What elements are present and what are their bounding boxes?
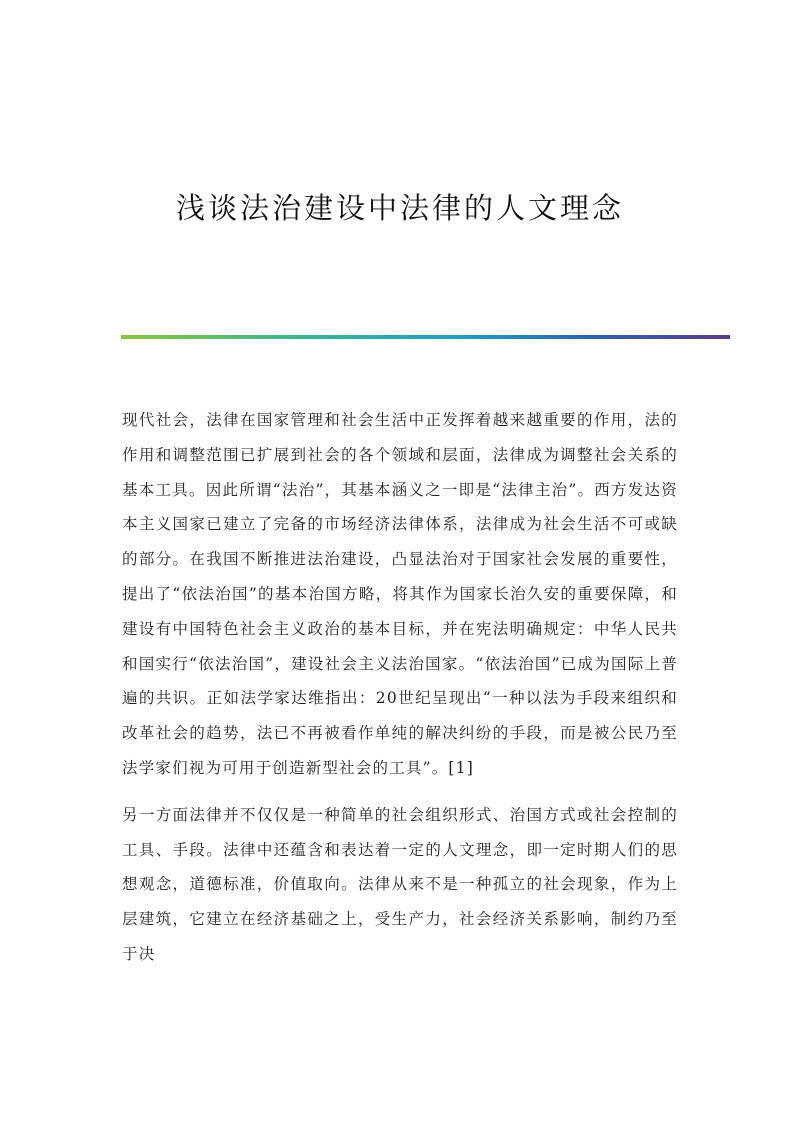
document-body [122, 403, 678, 972]
paragraph-2: 另一方面法律并不仅仅是一种简单的社会组织形式、治国方式或社会控制的工具、手段。法律中还蕴含和表达着一定的人文理念，即一定时期人们的思想观念，道德标准，价值取向。法律从来不是一种孤立的社会现象，作为上层建筑，它建立在经济基础之上，受生产力，社会经济关系影响，制约乃至于决 [122, 805, 678, 963]
paragraph-1: 现代社会，法律在国家管理和社会生活中正发挥着越来越重要的作用，法的作用和调整范围已扩展到社会的各个领域和层面，法律成为调整社会关系的基本工具。因此所谓“法治”，其基本涵义之一即是“法律主治”。西方发达资本主义国家已建立了完备的市场经济法律体系，法律成为社会生活不可或缺的部分。在我国不断推进法治建设，凸显法治对于国家社会发展的重要性，提出了“依法治国”的基本治国方略，将其作为国家长治久安的重要保障，和建设有中国特色社会主义政治的基本目标，并在宪法明确规定：中华人民共和国实行“依法治国”，建设社会主义法治国家。“依法治国”已成为国际上普遍的共识。正如法学家达维指出：20世纪呈现出“一种以法为手段来组织和改革社会的趋势，法已不再被看作单纯的解决纠纷的手段，而是被公民乃至法学家们视为可用于创造新型社会的工具”。[1] [122, 411, 678, 777]
title-divider [121, 335, 730, 339]
document-title: 浅谈法治建设中法律的人文理念 [175, 191, 624, 225]
